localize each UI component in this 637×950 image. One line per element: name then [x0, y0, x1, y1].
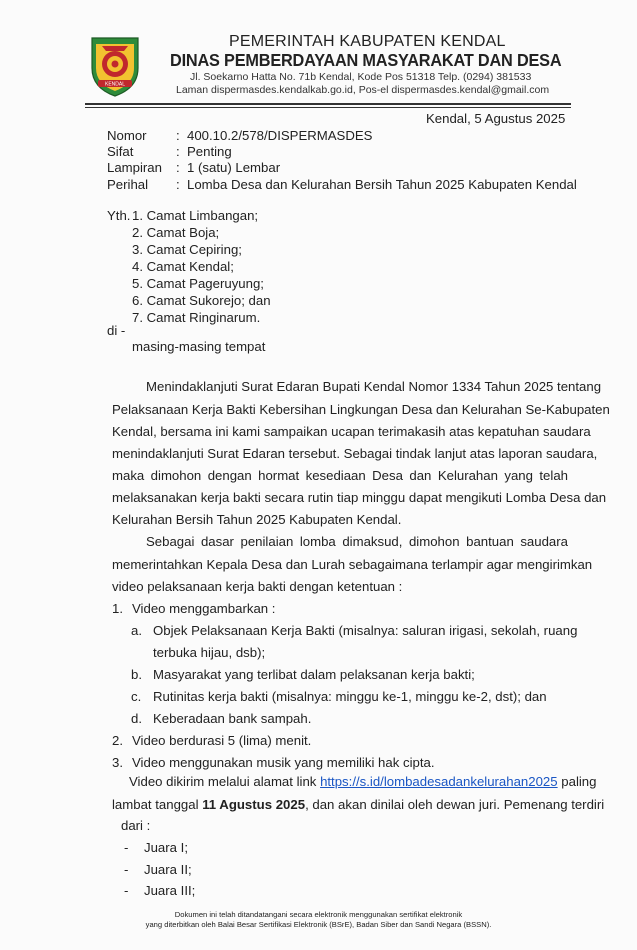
colon: : [176, 144, 180, 159]
recipient-item: 2. Camat Boja; [132, 225, 220, 240]
sublist-letter: a. [131, 623, 142, 638]
recipient-item: 3. Camat Cepiring; [132, 242, 242, 257]
paragraph-line [112, 797, 604, 812]
government-name: PEMERINTAH KABUPATEN KENDAL [229, 33, 506, 50]
dash-bullet: - [124, 883, 129, 898]
paragraph-line: dari : [121, 818, 151, 833]
sublist-item-continued: terbuka hijau, dsb); [153, 645, 266, 660]
colon: : [176, 177, 180, 192]
paragraph-line: melaksanakan kerja bakti secara rutin tiap minggu dapat mengikuti Lomba Desa dan [112, 490, 607, 505]
submission-link[interactable]: https://s.id/lombadesadankelurahan2025 [320, 774, 558, 789]
paragraph-line: maka dimohon dengan hormat kesediaan Desa dan Kelurahan yang telah [112, 468, 568, 483]
text: , dan akan dinilai oleh dewan juri. Pemenang terdiri [305, 797, 605, 812]
sublist-letter: d. [131, 711, 142, 726]
svg-text:KENDAL: KENDAL [104, 81, 126, 88]
colon: : [176, 128, 180, 143]
sifat-label: Sifat [107, 144, 134, 159]
letter-date: Kendal, 5 Agustus 2025 [426, 111, 566, 126]
lampiran-value: 1 (satu) Lembar [187, 160, 281, 175]
yth-label: Yth. [107, 208, 131, 223]
letterhead-divider-thick [85, 103, 571, 105]
text: lambat tanggal [112, 797, 203, 812]
list-number: 3. [112, 755, 123, 770]
sublist-item: Masyarakat yang terlibat dalam pelaksanan kerja bakti; [153, 667, 475, 682]
text: Video dikirim melalui alamat link [129, 774, 321, 789]
winner-item: Juara I; [144, 840, 188, 855]
text: paling [557, 774, 597, 789]
sublist-letter: c. [131, 689, 142, 704]
perihal-label: Perihal [107, 177, 149, 192]
agency-address: Jl. Soekarno Hatta No. 71b Kendal, Kode Pos 51318 Telp. (0294) 381533 [190, 71, 532, 83]
paragraph-line: Pelaksanaan Kerja Bakti Kebersihan Lingkungan Desa dan Kelurahan Se-Kabupaten [112, 402, 610, 417]
recipient-item: 6. Camat Sukorejo; dan [132, 293, 271, 308]
paragraph-line: Kendal, bersama ini kami sampaikan ucapan terimakasih atas kepatuhan saudara [112, 424, 591, 439]
nomor-label: Nomor [107, 128, 147, 143]
sublist-item: Rutinitas kerja bakti (misalnya: minggu ke-1, minggu ke-2, dst); dan [153, 689, 547, 704]
di-label: di - [107, 323, 126, 338]
perihal-value: Lomba Desa dan Kelurahan Bersih Tahun 2025 Kabupaten Kendal [187, 177, 577, 192]
paragraph-line: memerintahkan Kepala Desa dan Lurah sebagaimana terlampir agar mengirimkan [112, 557, 593, 572]
e-signature-note-line-2: yang diterbitkan oleh Balai Besar Sertifikasi Elektronik (BSrE), Badan Siber dan Sandi Negara (BSSN). [145, 920, 492, 929]
sifat-value: Penting [187, 144, 232, 159]
list-item: Video berdurasi 5 (lima) menit. [132, 733, 312, 748]
lampiran-label: Lampiran [107, 160, 162, 175]
nomor-value: 400.10.2/578/DISPERMASDES [187, 128, 373, 143]
dash-bullet: - [124, 862, 129, 877]
letterhead-divider-thin [85, 107, 571, 108]
list-number: 2. [112, 733, 123, 748]
paragraph-line: Menindaklanjuti Surat Edaran Bupati Kendal Nomor 1334 Tahun 2025 tentang [146, 379, 602, 394]
winner-item: Juara III; [144, 883, 196, 898]
agency-website-email: Laman dispermasdes.kendalkab.go.id, Pos-el dispermasdes.kendal@gmail.com [176, 84, 550, 96]
list-item: Video menggunakan musik yang memiliki hak cipta. [132, 755, 435, 770]
paragraph-line: video pelaksanaan kerja bakti dengan ketentuan : [112, 579, 403, 594]
recipient-item: 7. Camat Ringinarum. [132, 310, 261, 325]
recipient-item: 5. Camat Pageruyung; [132, 276, 264, 291]
sublist-item: Keberadaan bank sampah. [153, 711, 312, 726]
recipient-item: 1. Camat Limbangan; [132, 208, 259, 223]
deadline-date: 11 Agustus 2025 [202, 797, 306, 812]
paragraph-line: Sebagai dasar penilaian lomba dimaksud, dimohon bantuan saudara [146, 534, 568, 549]
colon: : [176, 160, 180, 175]
e-signature-note-line-1: Dokumen ini telah ditandatangani secara elektronik menggunakan sertifikat elektronik [174, 910, 463, 919]
winner-item: Juara II; [144, 862, 192, 877]
recipient-place: masing-masing tempat [132, 339, 266, 354]
list-number: 1. [112, 601, 123, 616]
sublist-item: Objek Pelaksanaan Kerja Bakti (misalnya: saluran irigasi, sekolah, ruang [153, 623, 578, 638]
list-item: Video menggambarkan : [132, 601, 276, 616]
recipient-item: 4. Camat Kendal; [132, 259, 234, 274]
paragraph-line [129, 774, 596, 789]
paragraph-line: menindaklanjuti Surat Edaran tersebut. Sebagai tindak lanjut atas laporan saudara, [112, 446, 598, 461]
paragraph-line: Kelurahan Bersih Tahun 2025 Kabupaten Kendal. [112, 512, 402, 527]
kendal-regency-emblem [88, 34, 142, 98]
agency-name: DINAS PEMBERDAYAAN MASYARAKAT DAN DESA [170, 50, 562, 70]
dash-bullet: - [124, 840, 129, 855]
sublist-letter: b. [131, 667, 142, 682]
